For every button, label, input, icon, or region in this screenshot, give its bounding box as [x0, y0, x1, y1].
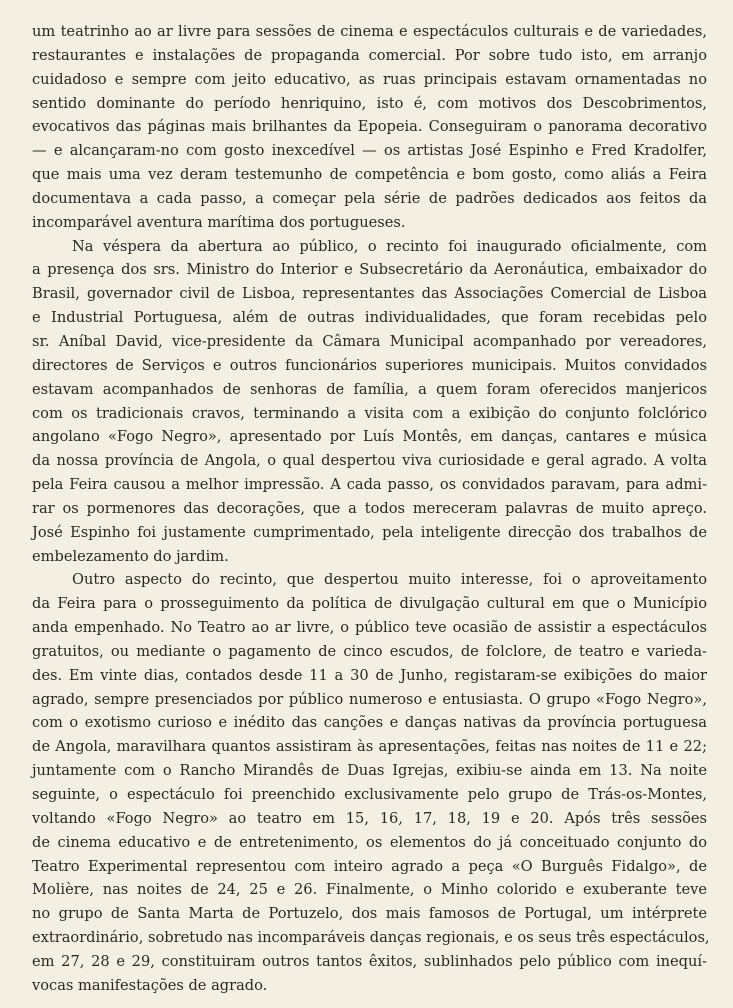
- text-line: de Angola, maravilhara quantos assistiram às apresentações, feitas nas noites de 11 e 22;: [32, 738, 707, 756]
- paragraph-3: [32, 568, 710, 997]
- text-line: no grupo de Santa Marta de Portuzelo, dos mais famosos de Portugal, um intérprete: [32, 905, 707, 923]
- text-line: estavam acompanhados de senhoras de família, a quem foram oferecidos manjericos: [32, 380, 707, 398]
- text-line: da Feira para o prosseguimento da política de divulgação cultural em que o Município: [32, 595, 707, 613]
- text-line: voltando «Fogo Negro» ao teatro em 15, 16, 17, 18, 19 e 20. Após três sessões: [32, 809, 707, 827]
- text-line: Outro aspecto do recinto, que despertou muito interesse, foi o aproveitamento: [72, 571, 707, 589]
- text-line: documentava a cada passo, a começar pela série de padrões dedicados aos feitos da: [32, 189, 707, 207]
- text-line: de cinema educativo e de entretenimento, os elementos do já conceituado conjunto do: [32, 833, 707, 851]
- text-line: restaurantes e instalações de propaganda comercial. Por sobre tudo isto, em arranjo: [32, 46, 707, 64]
- text-line: juntamente com o Rancho Mirandês de Duas Igrejas, exibiu-se ainda em 13. Na noite: [32, 762, 707, 780]
- paragraph-2: [32, 235, 707, 569]
- text-line: agrado, sempre presenciados por público numeroso e entusiasta. O grupo «Fogo Negro»,: [32, 690, 707, 708]
- text-line: sr. Aníbal David, vice-presidente da Câmara Municipal acompanhado por vereadores,: [32, 332, 707, 350]
- text-line: des. Em vinte dias, contados desde 11 a 30 de Junho, registaram-se exibições do maior: [32, 666, 707, 684]
- text-line: com os tradicionais cravos, terminando a visita com a exibição do conjunto folclórico: [32, 404, 707, 422]
- text-line: da nossa província de Angola, o qual despertou viva curiosidade e geral agrado. A volta: [32, 452, 707, 470]
- text-line: rar os pormenores das decorações, que a todos mereceram palavras de muito apreço.: [32, 499, 707, 517]
- text-line: evocativos das páginas mais brilhantes da Epopeia. Conseguiram o panorama decorativo: [32, 118, 707, 136]
- text-line: a presença dos srs. Ministro do Interior e Subsecretário da Aeronáutica, embaixador do: [32, 261, 707, 279]
- text-line: Molière, nas noites de 24, 25 e 26. Finalmente, o Minho colorido e exuberante teve: [32, 881, 707, 899]
- text-line: embelezamento do jardim.: [32, 547, 229, 565]
- text-line: vocas manifestações de agrado.: [32, 976, 268, 994]
- text-line: e Industrial Portuguesa, além de outras individualidades, que foram recebidas pelo: [32, 309, 707, 327]
- text-line: pela Feira causou a melhor impressão. A cada passo, os convidados paravam, para admi-: [32, 476, 707, 494]
- text-line: Brasil, governador civil de Lisboa, representantes das Associações Comercial de Lisboa: [32, 285, 707, 303]
- text-line: directores de Serviços e outros funcionários superiores municipais. Muitos convidados: [32, 356, 707, 374]
- text-line: cuidadoso e sempre com jeito educativo, as ruas principais estavam ornamentadas no: [32, 70, 707, 88]
- text-line: um teatrinho ao ar livre para sessões de cinema e espectáculos culturais e de variedades,: [32, 23, 707, 40]
- text-line: angolano «Fogo Negro», apresentado por Luís Montês, em danças, cantares e música: [32, 428, 707, 446]
- text-line: com o exotismo curioso e inédito das canções e danças nativas da província portuguesa: [32, 714, 707, 732]
- text-line: seguinte, o espectáculo foi preenchido exclusivamente pelo grupo de Trás-os-Montes,: [32, 786, 707, 803]
- text-line: em 27, 28 e 29, constituiram outros tantos êxitos, sublinhados pelo público com inequí-: [32, 952, 707, 970]
- text-line: incomparável aventura marítima dos portugueses.: [32, 213, 406, 231]
- text-line: que mais uma vez deram testemunho de competência e bom gosto, como aliás a Feira: [32, 166, 707, 184]
- text-line: Na véspera da abertura ao público, o recinto foi inaugurado oficialmente, com: [72, 237, 707, 255]
- text-line: Teatro Experimental representou com inteiro agrado a peça «O Burguês Fidalgo», de: [32, 857, 707, 875]
- text-line: sentido dominante do período henriquino, isto é, com motivos dos Descobrimentos,: [32, 94, 707, 112]
- text-line: anda empenhado. No Teatro ao ar livre, o público teve ocasião de assistir a espectáculos: [32, 619, 707, 637]
- document-page: [32, 20, 710, 998]
- text-line: José Espinho foi justamente cumprimentado, pela inteligente direcção dos trabalhos de: [32, 523, 707, 541]
- text-line: gratuitos, ou mediante o pagamento de cinco escudos, de folclore, de teatro e varieda-: [32, 642, 707, 660]
- text-line: extraordinário, sobretudo nas incomparáveis danças regionais, e os seus três espectáculos,: [32, 929, 710, 947]
- text-line: — e alcançaram-no com gosto inexcedível — os artistas José Espinho e Fred Kradolfer,: [32, 142, 707, 160]
- paragraph-1: [32, 20, 707, 235]
